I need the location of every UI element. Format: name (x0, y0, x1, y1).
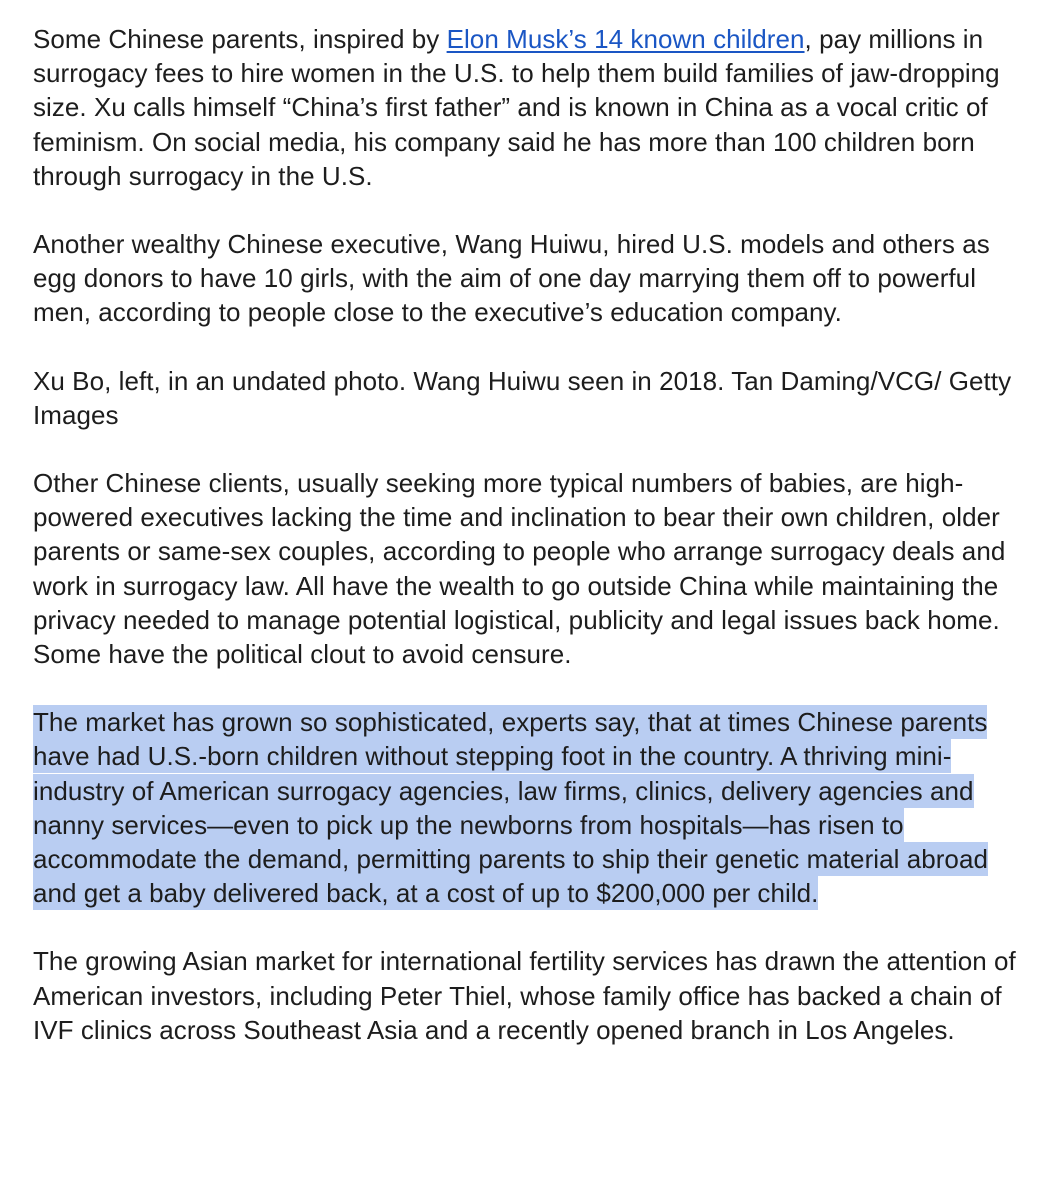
paragraph-1 (33, 22, 1023, 193)
article-body (33, 22, 1023, 1081)
photo-caption: Xu Bo, left, in an undated photo. Wang Huiwu seen in 2018. Tan Daming/VCG/ Getty Images (33, 365, 1012, 430)
paragraph-3: Other Chinese clients, usually seeking more typical numbers of babies, are high-powered executives lacking the time and inclination to bear their own children, older parents or same-sex couples, according to people who arrange surrogacy deals and work in surrogacy law. All have the wealth to go outside China while maintaining the privacy needed to manage potential logistical, publicity and legal issues back home. Some have the political clout to avoid censure. (33, 468, 1006, 670)
paragraph-1-rest: , pay millions in surrogacy fees to hire women in the U.S. to help them build families of jaw-dropping size. Xu calls himself “China’s first father” and is known in China as a vocal critic of feminism. On social media, his company said he has more than 100 children born through surrogacy in the U.S. (33, 24, 1000, 191)
elon-musk-children-link[interactable]: Elon Musk’s 14 known children (446, 24, 805, 54)
paragraph-2: Another wealthy Chinese executive, Wang Huiwu, hired U.S. models and others as egg donors to have 10 girls, with the aim of one day marrying them off to powerful men, according to people close to the executive’s education company. (33, 229, 990, 328)
paragraph-1-lead: Some Chinese parents, inspired by (33, 24, 447, 54)
paragraph-5: The growing Asian market for international fertility services has drawn the attention of American investors, including Peter Thiel, whose family office has backed a chain of IVF clinics across Southeast Asia and a recently opened branch in Los Angeles. (33, 946, 1016, 1045)
selected-text-highlight[interactable]: The market has grown so sophisticated, experts say, that at times Chinese parents have had U.S.-born children without stepping foot in the country. A thriving mini-industry of American surrogacy agencies, law firms, clinics, delivery agencies and nanny services—even to pick up the newborns from hospitals—has risen to accommodate the demand, permitting parents to ship their genetic material abroad and get a baby delivered back, at a cost of up to $200,000 per child. (33, 707, 988, 909)
paragraph-4-highlighted (33, 705, 1023, 910)
